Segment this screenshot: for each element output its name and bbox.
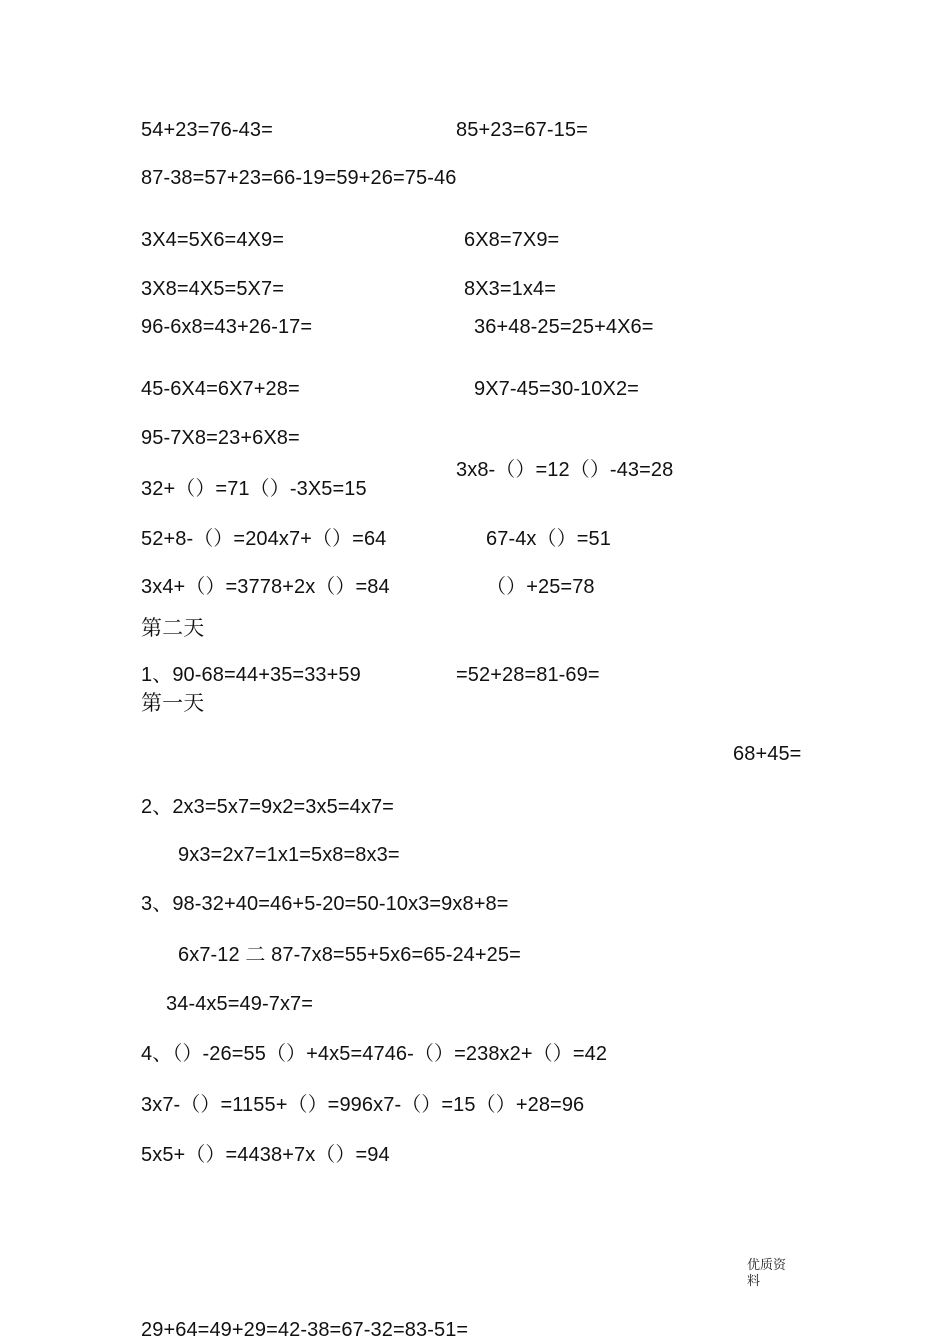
exercise-line: 96-6x8=43+26-17=: [141, 316, 313, 338]
exercise-line: 6x7-12 二 87-7x8=55+5x6=65-24+25=: [178, 944, 521, 966]
exercise-line: （）+25=78: [486, 576, 595, 598]
exercise-line: 8X3=1x4=: [464, 278, 556, 300]
exercise-line-clipped: 3x8-（）=12（）-43=28: [456, 459, 674, 481]
day-heading: 第二天: [141, 616, 205, 640]
exercise-line: 67-4x（）=51: [486, 528, 611, 550]
exercise-line: 29+64=49+29=42-38=67-32=83-51=: [141, 1319, 469, 1341]
exercise-line: 3x4+（）=3778+2x（）=84: [141, 576, 390, 598]
exercise-line: 32+（）=71（）-3X5=15: [141, 478, 367, 500]
exercise-line-wrapped: 68+45=: [733, 743, 802, 765]
day-heading: 第一天: [141, 691, 205, 715]
exercise-line: 4、（）-26=55（）+4x5=4746-（）=238x2+（）=42: [141, 1043, 608, 1065]
exercise-line: 95-7X8=23+6X8=: [141, 427, 300, 449]
exercise-line: =52+28=81-69=: [456, 664, 600, 686]
exercise-line: 3x7-（）=1155+（）=996x7-（）=15（）+28=96: [141, 1094, 585, 1116]
exercise-line: 2、2x3=5x7=9x2=3x5=4x7=: [141, 796, 394, 818]
exercise-line: 3、98-32+40=46+5-20=50-10x3=9x8+8=: [141, 893, 509, 915]
exercise-line: 9X7-45=30-10X2=: [474, 378, 639, 400]
exercise-line: 5x5+（）=4438+7x（）=94: [141, 1144, 390, 1166]
exercise-line: 87-38=57+23=66-19=59+26=75-46: [141, 167, 457, 189]
exercise-line: 36+48-25=25+4X6=: [474, 316, 654, 338]
exercise-line: 85+23=67-15=: [456, 119, 588, 141]
exercise-line: 54+23=76-43=: [141, 119, 273, 141]
exercise-line: 9x3=2x7=1x1=5x8=8x3=: [178, 844, 400, 866]
exercise-line: 1、90-68=44+35=33+59: [141, 664, 361, 686]
watermark-text: 优质资料: [747, 1258, 787, 1289]
exercise-line: 3X4=5X6=4X9=: [141, 229, 284, 251]
exercise-line: 6X8=7X9=: [464, 229, 560, 251]
exercise-line: 52+8-（）=204x7+（）=64: [141, 528, 387, 550]
exercise-line: 34-4x5=49-7x7=: [166, 993, 314, 1015]
exercise-line: 3X8=4X5=5X7=: [141, 278, 284, 300]
exercise-line: 45-6X4=6X7+28=: [141, 378, 300, 400]
